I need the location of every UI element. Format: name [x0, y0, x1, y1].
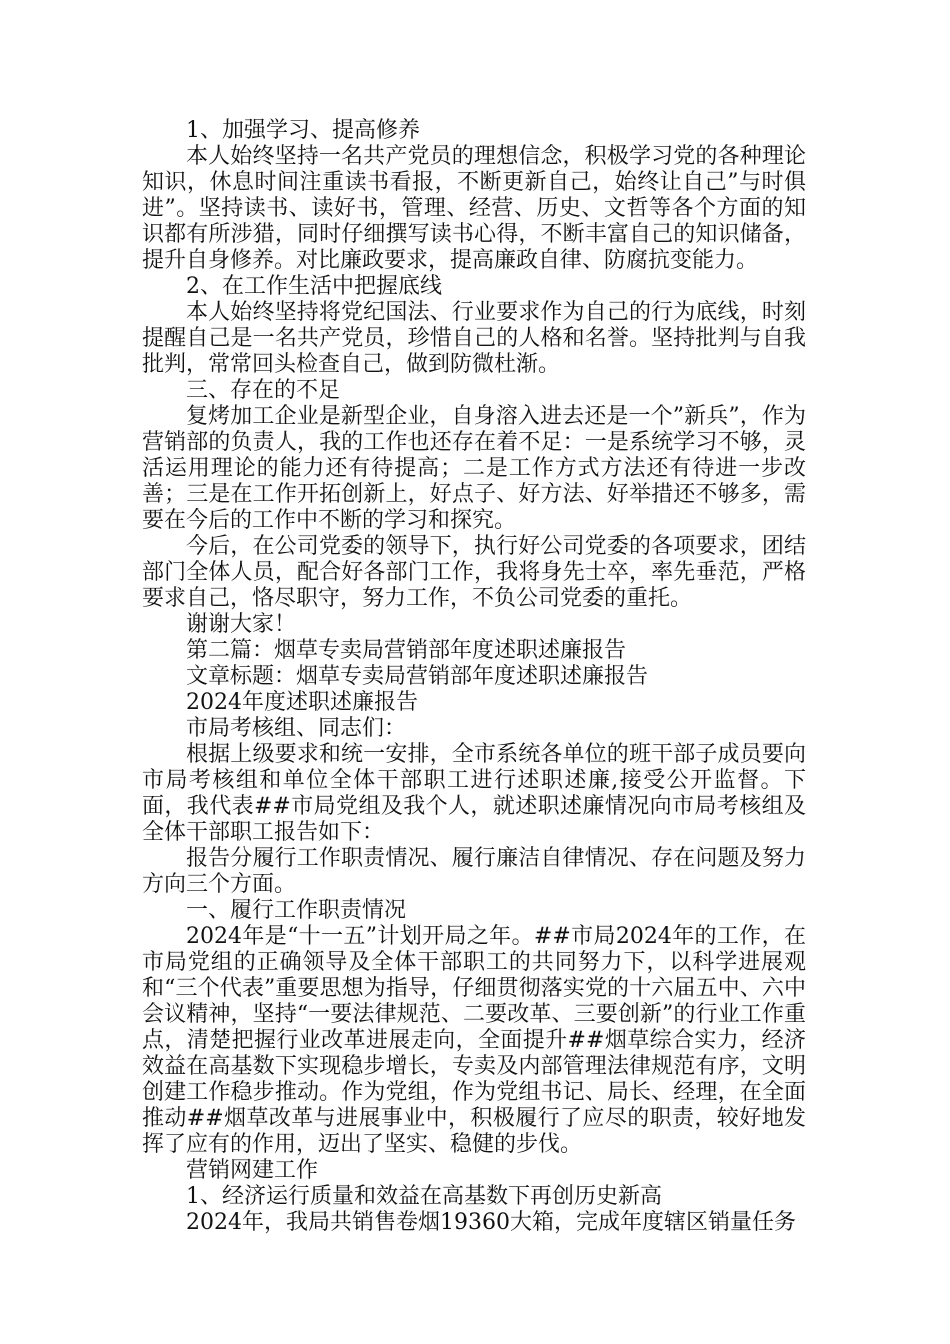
chapter-title: 第二篇：烟草专卖局营销部年度述职述廉报告	[186, 638, 627, 663]
paragraph: 报告分履行工作职责情况、履行廉洁自律情况、存在问题及努力方向三个方面。	[142, 846, 806, 897]
paragraph: 2024年，我局共销售卷烟19360大箱，完成年度辖区销量任务	[186, 1210, 796, 1235]
document-body	[142, 118, 806, 1236]
article-title: 文章标题：烟草专卖局营销部年度述职述廉报告	[186, 664, 649, 689]
paragraph: 2024年是“十一五”计划开局之年。##市局2024年的工作，在市局党组的正确领导及全体干部职工的共同努力下，以科学进展观和“三个代表”重要思想为指导，仔细贯彻落实党的十六届五中、六中会议精神，坚持“一要法律规范、二要改革、三要创新”的行业工作重点，清楚把握行业改革进展走向，全面提升##烟草综合实力，经济效益在高基数下实现稳步增长，专卖及内部管理法律规范有序，文明创建工作稳步推动。作为党组，作为党组书记、局长、经理，在全面推动##烟草改革与进展事业中，积极履行了应尽的职责，较好地发挥了应有的作用，迈出了坚实、稳健的步伐。	[142, 924, 806, 1157]
paragraph: 复烤加工企业是新型企业，自身溶入进去还是一个”新兵”，作为营销部的负责人，我的工作也还存在着不足：一是系统学习不够，灵活运用理论的能力还有待提高；二是工作方式方法还有待进一步改善；三是在工作开拓创新上，好点子、好方法、好举措还不够多，需要在今后的工作中不断的学习和探究。	[142, 404, 806, 533]
paragraph: 根据上级要求和统一安排，全市系统各单位的班干部子成员要向市局考核组和单位全体干部职工进行述职述廉,接受公开监督。下面，我代表##市局党组及我个人，就述职述廉情况向市局考核组及全体干部职工报告如下：	[142, 742, 806, 845]
report-title: 2024年度述职述廉报告	[186, 690, 418, 715]
section-heading: 一、履行工作职责情况	[186, 898, 407, 923]
paragraph: 本人始终坚持一名共产党员的理想信念，积极学习党的各种理论知识，休息时间注重读书看报，不断更新自己，始终让自己”与时俱进”。坚持读书、读好书，管理、经营、历史、文哲等各个方面的知识都有所涉猎，同时仔细撰写读书心得，不断丰富自己的知识储备，提升自身修养。对比廉政要求，提高廉政自律、防腐抗变能力。	[142, 144, 806, 273]
closing-line: 谢谢大家！	[186, 612, 297, 637]
paragraph: 本人始终坚持将党纪国法、行业要求作为自己的行为底线，时刻提醒自己是一名共产党员，珍惜自己的人格和名誉。坚持批判与自我批判，常常回头检查自己，做到防微杜渐。	[142, 300, 806, 377]
paragraph: 今后，在公司党委的领导下，执行好公司党委的各项要求，团结部门全体人员，配合好各部门工作，我将身先士卒，率先垂范，严格要求自己，恪尽职守，努力工作，不负公司党委的重托。	[142, 534, 806, 611]
section-heading: 1、加强学习、提高修养	[186, 118, 420, 143]
section-heading: 营销网建工作	[186, 1158, 319, 1183]
section-heading: 三、存在的不足	[186, 378, 341, 403]
section-heading: 2、在工作生活中把握底线	[186, 274, 442, 299]
salutation: 市局考核组、同志们：	[186, 716, 407, 741]
section-heading: 1、经济运行质量和效益在高基数下再创历史新高	[186, 1184, 662, 1209]
